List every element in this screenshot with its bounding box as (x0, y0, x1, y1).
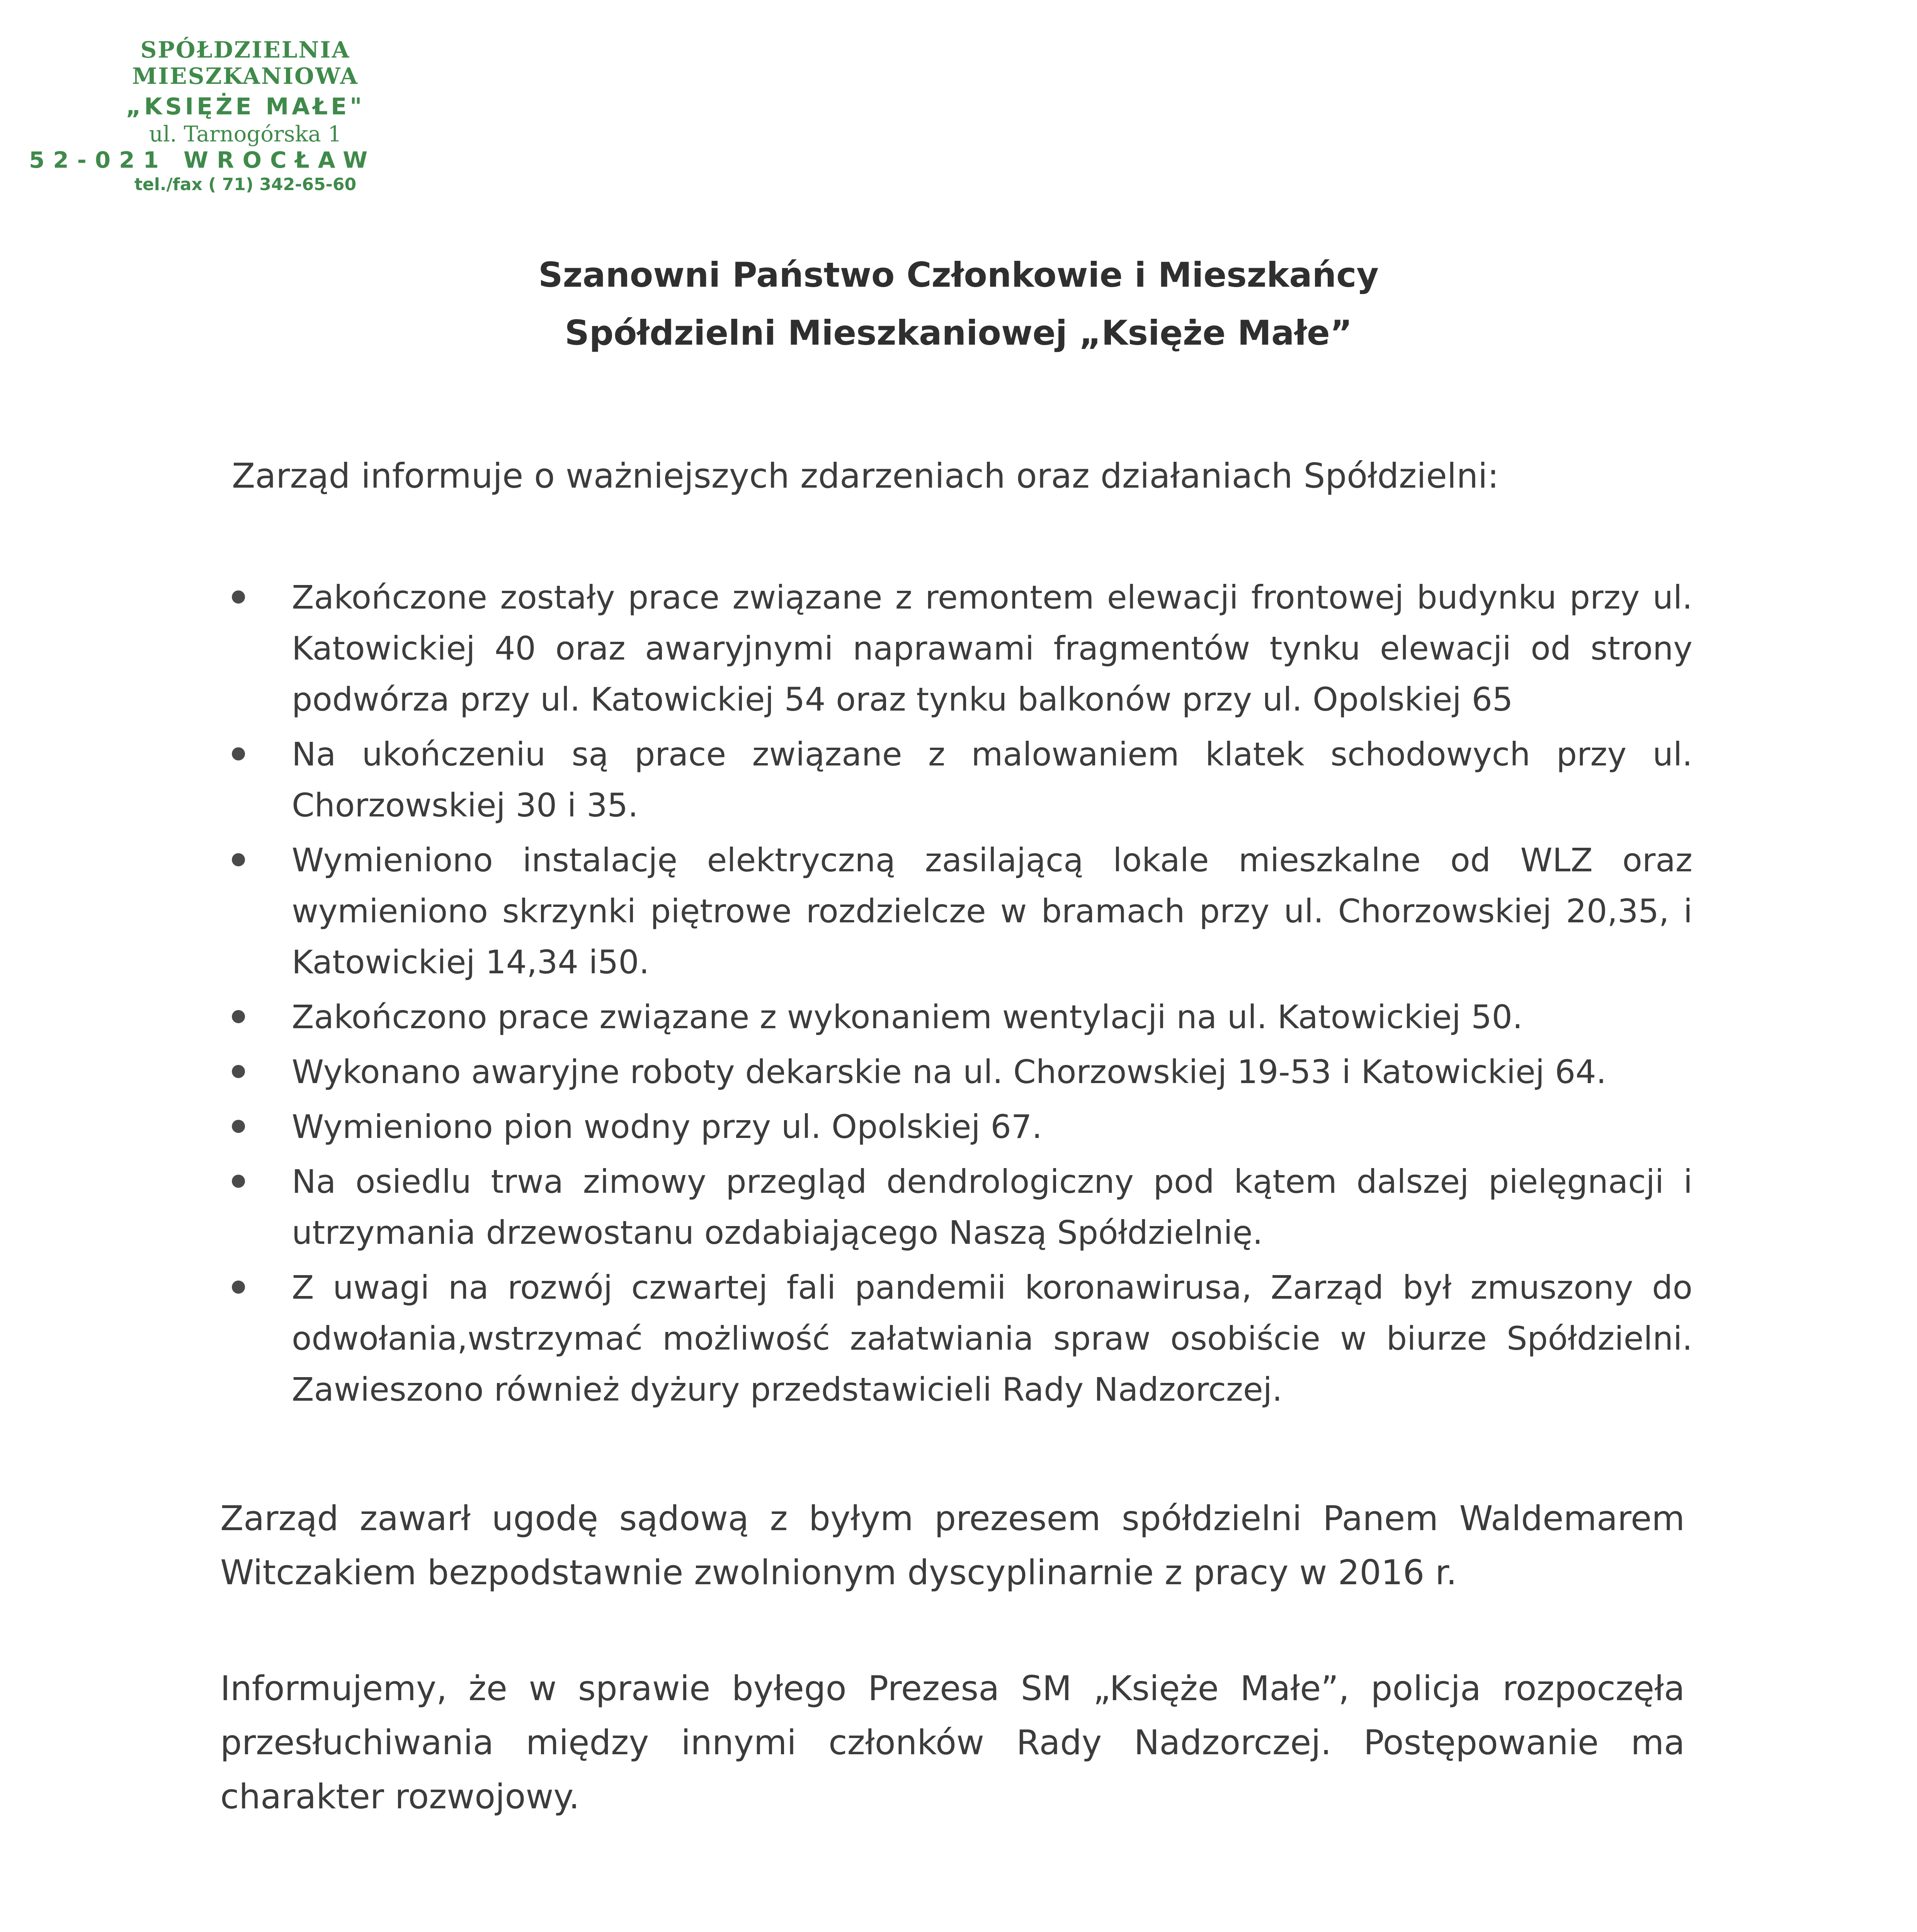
list-item (232, 1046, 1692, 1097)
list-item-text: Z uwagi na rozwój czwartej fali pandemii koronawirusa, Zarząd był zmuszony do odwołania,wstrzymać możliwość załatwiania spraw osobiście w biurze Spółdzielni. Zawieszono również dyżury przedstawicieli Rady Nadzorczej. (292, 1269, 1692, 1408)
list-item-text: Wymieniono instalację elektryczną zasilającą lokale mieszkalne od WLZ oraz wymieniono skrzynki piętrowe rozdzielcze w bramach przy ul. Chorzowskiej 20,35, i Katowickiej 14,34 i50. (292, 841, 1692, 981)
salutation-line-2: Spółdzielni Mieszkaniowej „Księże Małe” (565, 313, 1352, 353)
bullet-icon (232, 1120, 245, 1133)
bullet-icon (232, 747, 245, 760)
stamp-line-phone: tel./fax ( 71) 342-65-60 (134, 175, 357, 194)
bullet-icon (232, 1010, 245, 1023)
stamp-line-street: ul. Tarnogórska 1 (149, 122, 342, 147)
list-item (232, 1156, 1692, 1258)
list-item-text: Na osiedlu trwa zimowy przegląd dendrologiczny pod kątem dalszej pielęgnacji i utrzymania drzewostanu ozdabiającego Naszą Spółdzielnię. (292, 1163, 1692, 1252)
list-item-text: Zakończone zostały prace związane z remontem elewacji frontowej budynku przy ul. Katowickiej 40 oraz awaryjnymi naprawami fragmentów tynku elewacji od strony podwórza przy ul. Katowickiej 54 oraz tynku balkonów przy ul. Opolskiej 65 (292, 578, 1692, 718)
cooperative-stamp (29, 37, 462, 194)
bullet-icon (232, 853, 245, 866)
bullet-icon (232, 1281, 245, 1294)
list-item (232, 1101, 1692, 1152)
events-list (232, 572, 1692, 1419)
list-item (232, 835, 1692, 988)
list-item-text: Wymieniono pion wodny przy ul. Opolskiej 67. (292, 1108, 1043, 1146)
list-item-text: Zakończono prace związane z wykonaniem wentylacji na ul. Katowickiej 50. (292, 998, 1523, 1036)
list-item-text: Na ukończeniu są prace związane z malowaniem klatek schodowych przy ul. Chorzowskiej 30 i 35. (292, 735, 1692, 824)
salutation-line-1: Szanowni Państwo Członkowie i Mieszkańcy (538, 255, 1379, 295)
list-item (232, 1262, 1692, 1415)
police-paragraph: Informujemy, że w sprawie byłego Prezesa SM „Księże Małe”, policja rozpoczęła przesłuchiwania między innymi członków Rady Nadzorczej. Postępowanie ma charakter rozwojowy. (220, 1668, 1685, 1816)
stamp-line-city: 52-021 WROCŁAW (29, 147, 376, 173)
stamp-line-name: SPÓŁDZIELNIA MIESZKANIOWA (132, 37, 359, 89)
list-item (232, 992, 1692, 1043)
bullet-icon (232, 1175, 245, 1188)
list-item (232, 572, 1692, 725)
intro-text: Zarząd informuje o ważniejszych zdarzeniach oraz działaniach Spółdzielni: (232, 456, 1499, 496)
list-item (232, 729, 1692, 831)
stamp-line-title: „KSIĘŻE MAŁE" (126, 93, 365, 120)
list-item-text: Wykonano awaryjne roboty dekarskie na ul. Chorzowskiej 19-53 i Katowickiej 64. (292, 1053, 1607, 1091)
bullet-icon (232, 590, 245, 604)
bullet-icon (232, 1065, 245, 1078)
settlement-paragraph: Zarząd zawarł ugodę sądową z byłym prezesem spółdzielni Panem Waldemarem Witczakiem bezpodstawnie zwolnionym dyscyplinarnie z pracy w 2016 r. (220, 1498, 1685, 1592)
